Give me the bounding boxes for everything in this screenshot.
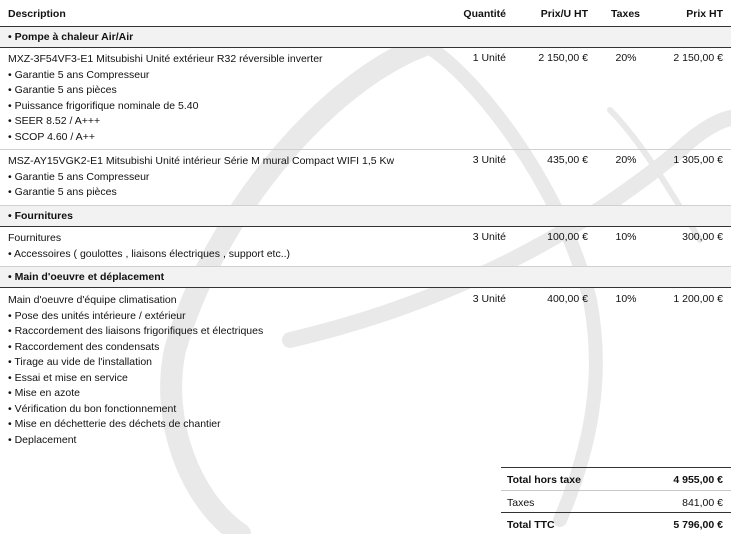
item-line: • Garantie 5 ans Compresseur: [8, 68, 150, 81]
item-line: • Vérification du bon fonctionnement: [8, 402, 177, 415]
section-labour: [0, 266, 731, 288]
taxes-label: Taxes: [507, 497, 535, 509]
item-total: 300,00 €: [682, 231, 723, 243]
col-unit-price: Prix/U HT: [540, 8, 588, 20]
total-ht-label: Total hors taxe: [507, 474, 581, 486]
item-line: • Mise en déchetterie des déchets de chantier: [8, 418, 221, 430]
item-tax: 20%: [615, 154, 637, 166]
item-line: • Raccordement des liaisons frigorifiques et électriques: [8, 325, 264, 337]
item-line: MXZ-3F54VF3-E1 Mitsubishi Unité extérieur R32 réversible inverter: [8, 53, 323, 65]
item-line: • SCOP 4.60 / A++: [8, 130, 95, 143]
item-description: [8, 293, 263, 448]
item-line: MSZ-AY15VGK2-E1 Mitsubishi Unité intérieur Série M mural Compact WIFI 1,5 Kw: [8, 155, 395, 167]
item-line: • Mise en azote: [8, 387, 80, 399]
section-title: • Main d'oeuvre et déplacement: [8, 271, 165, 283]
table-row: [0, 227, 731, 265]
item-quantity: 3 Unité: [472, 154, 506, 166]
item-unit-price: 100,00 €: [547, 231, 588, 243]
taxes-value: 841,00 €: [682, 497, 723, 509]
item-tax: 20%: [615, 52, 637, 64]
table-row: [0, 289, 731, 454]
item-line: • Deplacement: [8, 433, 77, 446]
item-quantity: 3 Unité: [472, 231, 506, 243]
total-ttc-row: [501, 512, 731, 535]
item-total: 2 150,00 €: [673, 52, 723, 64]
table-row: [0, 48, 731, 150]
item-description: [8, 231, 290, 262]
item-line: • Essai et mise en service: [8, 371, 128, 384]
col-quantity: Quantité: [463, 8, 506, 20]
section-title: • Pompe à chaleur Air/Air: [8, 31, 134, 43]
item-line: Main d'oeuvre d'équipe climatisation: [8, 294, 177, 306]
item-line: • Accessoires ( goulottes , liaisons électriques , support etc..): [8, 247, 291, 260]
total-ht-value: 4 955,00 €: [673, 474, 723, 486]
item-quantity: 3 Unité: [472, 293, 506, 305]
item-total: 1 200,00 €: [673, 293, 723, 305]
item-total: 1 305,00 €: [673, 154, 723, 166]
item-line: • Puissance frigorifique nominale de 5.40: [8, 99, 199, 112]
col-price-ht: Prix HT: [686, 8, 723, 20]
item-line: • Pose des unités intérieure / extérieur: [8, 309, 186, 322]
item-description: [8, 154, 394, 201]
item-unit-price: 435,00 €: [547, 154, 588, 166]
item-tax: 10%: [615, 293, 637, 305]
item-line: • Garantie 5 ans pièces: [8, 84, 117, 96]
item-quantity: 1 Unité: [472, 52, 506, 64]
item-line: • Garantie 5 ans Compresseur: [8, 170, 150, 183]
item-line: • Tirage au vide de l'installation: [8, 356, 153, 368]
section-supplies: [0, 205, 731, 227]
table-header: [0, 0, 731, 27]
section-title: • Fournitures: [8, 210, 73, 222]
item-unit-price: 2 150,00 €: [538, 52, 588, 64]
col-description: Description: [8, 8, 66, 20]
item-unit-price: 400,00 €: [547, 293, 588, 305]
total-ht-row: [501, 467, 731, 490]
section-heat-pump: [0, 27, 731, 48]
total-ttc-value: 5 796,00 €: [673, 519, 723, 531]
item-line: Fournitures: [8, 232, 62, 244]
item-description: [8, 52, 323, 145]
taxes-row: [501, 490, 731, 513]
table-row: [0, 150, 731, 204]
item-line: • Raccordement des condensats: [8, 340, 160, 353]
total-ttc-label: Total TTC: [507, 519, 555, 531]
item-line: • Garantie 5 ans pièces: [8, 186, 117, 198]
item-tax: 10%: [615, 231, 637, 243]
col-taxes: Taxes: [611, 8, 640, 20]
item-line: • SEER 8.52 / A+++: [8, 115, 101, 127]
